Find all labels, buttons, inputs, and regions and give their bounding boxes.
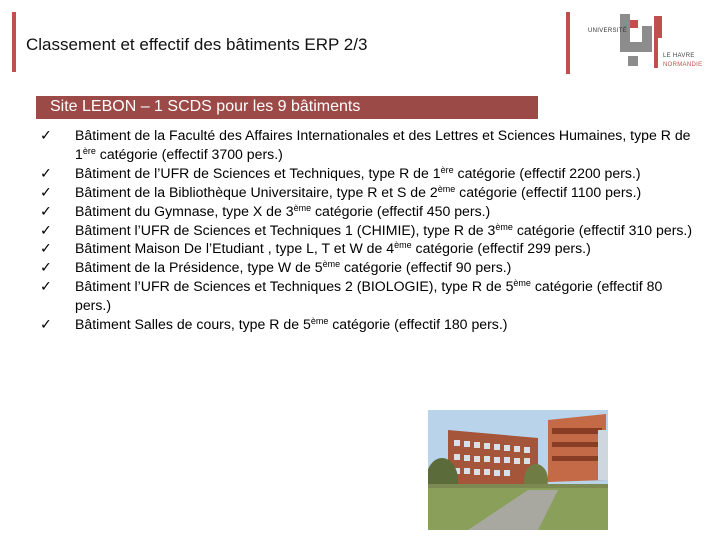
item-ordinal-suffix: ère: [440, 164, 454, 175]
checkmark-icon: ✓: [40, 183, 52, 200]
item-ordinal-suffix: ème: [293, 202, 312, 213]
checkmark-icon: ✓: [40, 202, 52, 219]
building-item: [40, 202, 696, 221]
building-item: [40, 239, 696, 258]
item-text-end: catégorie (effectif 299 pers.): [411, 240, 591, 257]
item-ordinal-suffix: ème: [513, 278, 531, 289]
checkmark-icon: ✓: [40, 316, 52, 333]
item-text-end: catégorie (effectif 90 pers.): [340, 259, 512, 276]
university-logo: [578, 12, 710, 74]
item-text-end: catégorie (effectif 3700 pers.): [95, 145, 283, 162]
checkmark-icon: ✓: [40, 164, 52, 181]
checkmark-icon: ✓: [40, 259, 52, 276]
building-item: [40, 164, 696, 183]
checkmark-icon: ✓: [40, 278, 52, 295]
item-text: Bâtiment l’UFR de Sciences et Techniques 1 (CHIMIE), type R de 3: [75, 221, 496, 238]
item-text: Bâtiment de la Faculté des Affaires Internationales et des Lettres et Sciences Humaines, type R de 1: [75, 127, 691, 162]
checkmark-icon: ✓: [40, 221, 52, 238]
item-ordinal-suffix: ème: [310, 316, 329, 327]
logo-line1: UNIVERSITÉ: [588, 28, 628, 34]
item-text-end: catégorie (effectif 180 pers.): [328, 316, 508, 333]
item-text-end: catégorie (effectif 450 pers.): [311, 202, 491, 219]
item-text: Bâtiment l’UFR de Sciences et Techniques 2 (BIOLOGIE), type R de 5: [75, 278, 514, 295]
item-text: Bâtiment de l’UFR de Sciences et Techniques, type R de 1: [75, 164, 441, 181]
checkmark-icon: ✓: [40, 127, 52, 143]
slide-title: Classement et effectif des bâtiments ERP 2/3: [26, 35, 368, 54]
item-ordinal-suffix: ème: [437, 183, 456, 194]
item-ordinal-suffix: ème: [322, 259, 341, 270]
item-text-end: catégorie (effectif 2200 pers.): [453, 164, 641, 181]
left-accent-bar: [12, 12, 16, 72]
building-item: [40, 126, 696, 164]
item-text: Bâtiment du Gymnase, type X de 3: [75, 202, 294, 219]
item-ordinal-suffix: ème: [394, 240, 412, 251]
item-ordinal-suffix: ème: [495, 221, 513, 232]
checkmark-icon: ✓: [40, 240, 52, 257]
building-item: [40, 221, 696, 240]
logo-line3: NORMANDIE: [663, 62, 703, 68]
item-text: Bâtiment Salles de cours, type R de 5: [75, 316, 311, 333]
building-item: [40, 183, 696, 202]
building-item: [40, 315, 696, 334]
item-text-end: catégorie (effectif 80 pers.): [75, 278, 663, 314]
building-photo: [428, 410, 608, 530]
logo-divider: [566, 12, 570, 74]
logo-line2: LE HAVRE: [663, 53, 695, 59]
item-text-end: catégorie (effectif 310 pers.): [512, 221, 693, 238]
item-text-end: catégorie (effectif 1100 pers.): [455, 183, 642, 200]
section-heading-bar: [36, 96, 538, 119]
item-text: Bâtiment de la Bibliothèque Universitaire, type R et S de 2: [75, 183, 438, 200]
building-item: [40, 277, 696, 315]
item-text: Bâtiment Maison De l’Etudiant , type L, T et W de 4: [75, 240, 395, 257]
item-ordinal-suffix: ère: [82, 145, 96, 156]
building-item: [40, 258, 696, 277]
building-list: [40, 126, 696, 334]
section-heading: Site LEBON – 1 SCDS pour les 9 bâtiments: [50, 98, 361, 115]
item-text: Bâtiment de la Présidence, type W de 5: [75, 259, 323, 276]
